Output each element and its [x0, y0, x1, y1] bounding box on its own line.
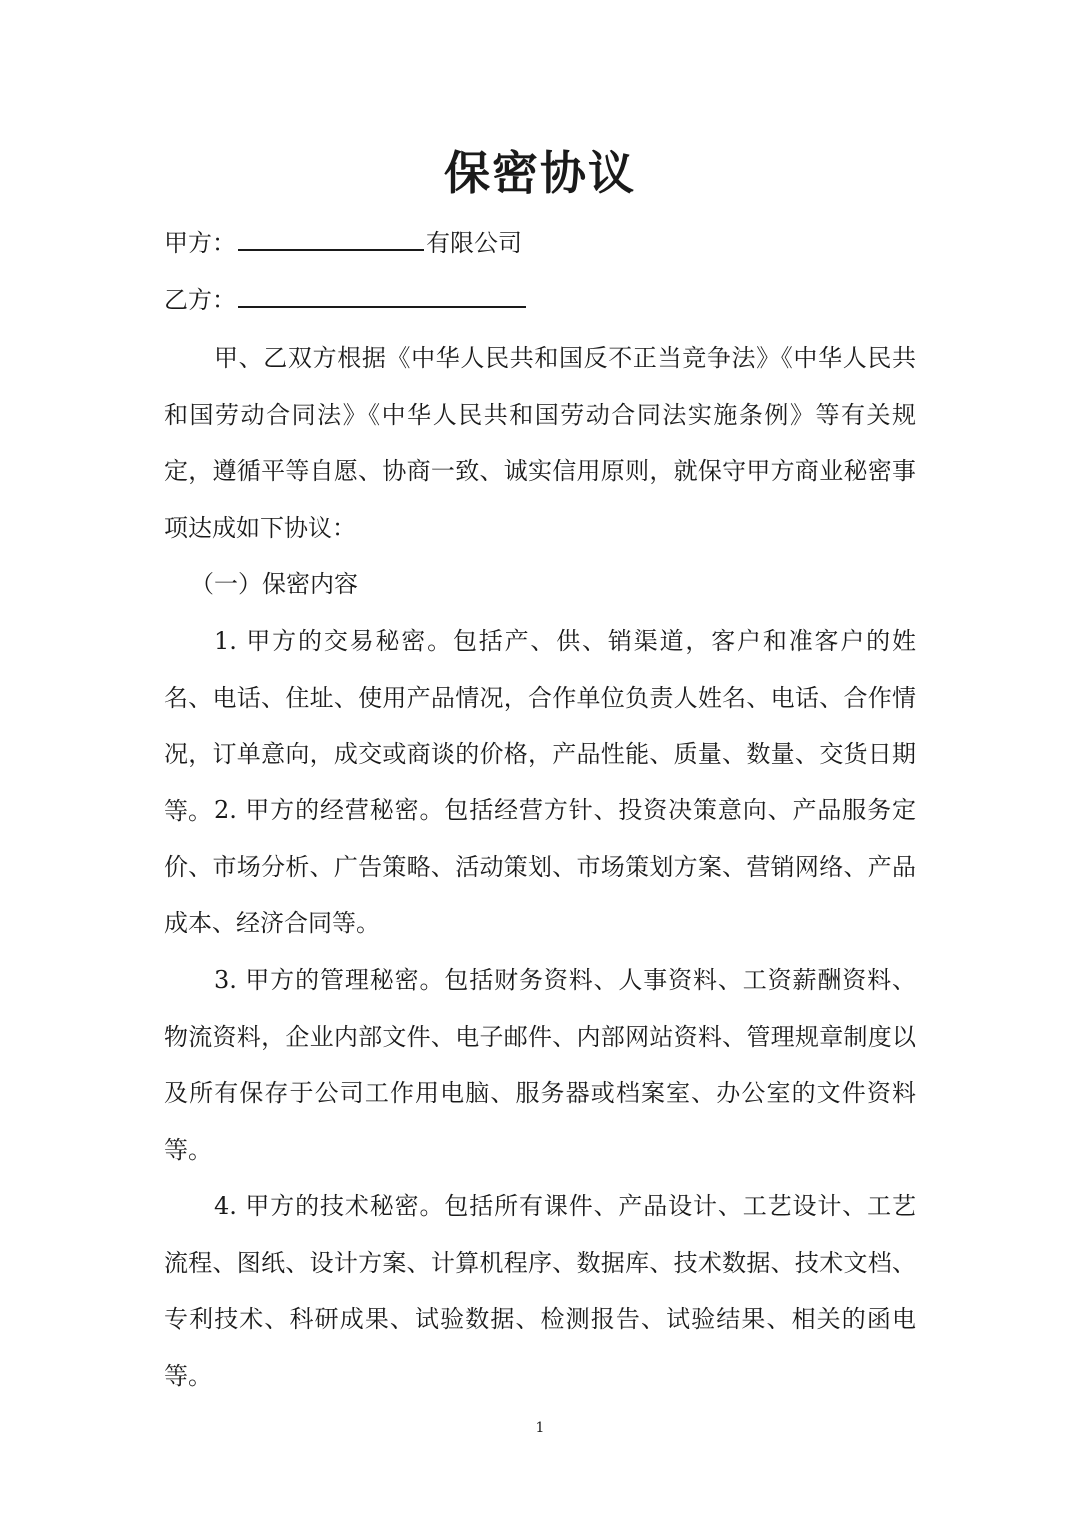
section-heading: （一）保密内容 [190, 570, 358, 598]
party-a-label: 甲方： [164, 229, 236, 257]
clause-4: 4. 甲方的技术秘密。包括所有课件、产品设计、工艺设计、工艺流程、图纸、设计方案、计算机程序、数据库、技术数据、技术文档、专利技术、科研成果、试验数据、检测报告、试验结果、相关的函电等。 [164, 1192, 916, 1391]
document-title: 保密协议 [444, 146, 636, 200]
preamble-paragraph: 甲、乙双方根据《中华人民共和国反不正当竞争法》《中华人民共和国劳动合同法》《中华人民共和国劳动合同法实施条例》等有关规定，遵循平等自愿、协商一致、诚实信用原则，就保守甲方商业秘密事项达成如下协议： [164, 344, 916, 543]
party-a-blank [238, 227, 424, 251]
party-a-suffix: 有限公司 [426, 229, 522, 257]
party-a-line [164, 226, 522, 260]
clause-3: 3. 甲方的管理秘密。包括财务资料、人事资料、工资薪酬资料、物流资料，企业内部文件、电子邮件、内部网站资料、管理规章制度以及所有保存于公司工作用电脑、服务器或档案室、办公室的文件资料等。 [164, 966, 916, 1165]
party-b-line [164, 283, 528, 317]
clause-1: 1. 甲方的交易秘密。包括产、供、销渠道，客户和准客户的姓名、电话、住址、使用产品情况，合作单位负责人姓名、电话、合作情况，订单意向，成交或商谈的价格，产品性能、质量、数量、交货日期等。 [164, 627, 916, 826]
page-number: 1 [535, 1420, 545, 1436]
clause-2: 2. 甲方的经营秘密。包括经营方针、投资决策意向、产品服务定价、市场分析、广告策略、活动策划、市场策划方案、营销网络、产品成本、经济合同等。 [164, 796, 916, 938]
party-b-blank [238, 284, 526, 308]
party-b-label: 乙方： [164, 286, 236, 314]
